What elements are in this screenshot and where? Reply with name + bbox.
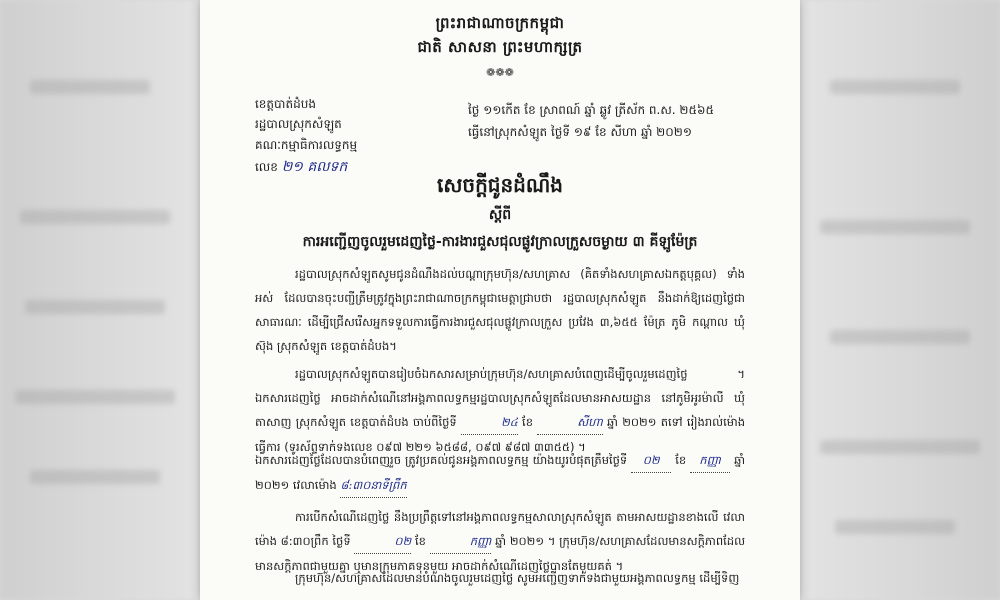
handwritten-day: ០២ (354, 529, 411, 554)
blurred-text (30, 470, 160, 484)
blurred-text (830, 80, 960, 94)
paragraph-5: ក្រុមហ៊ុន/សហគ្រាសដែលមានបំណងចូលរួមដេញថ្លៃ សូមអញ្ជើញទាក់ទងជាមួយអង្គភាពលទ្ធកម្ម ដើម្បីទិញ (295, 571, 740, 585)
paragraph-4-text: ការបើកសំណើដេញថ្លៃ នឹងប្រព្រឹត្តទៅនៅអង្គភាពលទ្ធកម្មសាលាស្រុកសំឡូត តាមអាសយដ្ឋានខាងលើ វេលាម៉ោង ៨:៣០ព្រឹក ថ្ងៃទី (255, 510, 745, 548)
blurred-text (820, 220, 970, 234)
blurred-text (830, 330, 970, 344)
month-label: ខែ (415, 534, 426, 548)
blurred-text (835, 520, 955, 534)
blurred-text (820, 440, 980, 454)
paragraph-4-tail: ឆ្នាំ ២០២១ ។ ក្រុមហ៊ុន/សហគ្រាសដែលមានសក្តិភាពដែលមានសក្តិភាពជាមួយគ្នា ឬមានក្រុមភាគទុនមួយ អាចដាក់សំណើដេញថ្លៃបានតែមួយគត់ ។ (255, 534, 746, 573)
handwritten-time: ៨:៣០នាទីព្រឹក (340, 473, 406, 498)
month-label: ខែ (675, 453, 687, 467)
blurred-text (15, 390, 175, 404)
paragraph-2-tail: ឆ្នាំ ២០២១ តទៅ រៀងរាល់ម៉ោងធ្វើការ (ទូរស័ព្ទទាក់ទងលេខ ០៩៧ ២២១ ៦៥៨៨, ០៩៧ ៩៨៧ ៣៣៥៥) ។ (255, 415, 746, 454)
subject-label: ស្តីពី (488, 207, 512, 223)
paragraph-3-text: ឯកសារដេញថ្លៃដែលបានបំពេញរួច ត្រូវប្រគល់ជូនអង្គភាពលទ្ធកម្ម យ៉ាងយូរបំផុតត្រឹមថ្ងៃទី (255, 453, 628, 467)
blurred-text (20, 210, 170, 224)
paragraph-1: រដ្ឋបាលស្រុកសំឡូតសូមជូនដំណឹងដល់បណ្តាក្រុមហ៊ុន/សហគ្រាស (គិតទាំងសហគ្រាសឯកត្តបុគ្គល) ទាំងអស់ ដែលបានចុះបញ្ជីត្រឹមត្រូវក្នុងព្រះរាជាណាចក្រកម្ពុជាមេត្តាជ្រាបថា រដ្ឋបាលស្រុកសំឡូត នឹងដាក់ឱ្យដេញថ្លៃជាសាធារណៈ ដើម្បីជ្រើសរើសអ្នកទទួលការធ្វើការងារជួសជុលផ្លូវក្រាលក្រួស ប្រវែង ៣,៦៥៥ ម៉ែត្រ ភូមិ កណ្តាល ឃុំ ស៊ុង ស្រុកសំឡូត ខេត្តបាត់ដំបង។ (255, 267, 745, 353)
document-topic: ការអញ្ជើញចូលរួមដេញថ្លៃ-ការងារជួសជុលផ្លូវក្រាលក្រួសចម្ងាយ ៣ គីឡូម៉ែត្រ (302, 234, 698, 250)
blurred-text (30, 80, 150, 94)
paragraph-3-tail: ឆ្នាំ ២០២១ វេលាម៉ោង (255, 453, 746, 492)
document-page (200, 0, 800, 600)
document-title: សេចក្តីជូនដំណឹង (437, 173, 563, 197)
ornament-divider: ❁❁❁ (486, 66, 514, 79)
reference-handwritten: ២១ គលទក (281, 159, 348, 175)
handwritten-day: ២៤ (461, 410, 518, 435)
reference-label: លេខ (255, 160, 278, 174)
letterhead-district: រដ្ឋបាលស្រុកសំឡូត (255, 117, 342, 131)
handwritten-month: កញ្ញា (690, 448, 730, 473)
paragraph-2-text: រដ្ឋបាលស្រុកសំឡូតបានរៀបចំឯកសារសម្រាប់ក្រុមហ៊ុន/សហគ្រាសបំពេញដើម្បីចូលរួមដេញថ្លៃ ។ ឯកសារដេញថ្លៃ អាចដាក់សំណើនៅអង្គភាពលទ្ធកម្មរដ្ឋបាលស្រុកសំឡូតដែលមានអាសយដ្ឋាន នៅភូមិអូរម៉ាលី ឃុំ តាសាញ ស្រុកសំឡូត ខេត្តបាត់ដំបង ចាប់ពីថ្ងៃទី (255, 367, 745, 429)
letterhead-committee: គណៈកម្មាធិការលទ្ធកម្ម (255, 138, 358, 152)
month-label: ខែ (522, 415, 533, 429)
paragraph-2 (255, 362, 745, 459)
paragraph-3 (255, 448, 745, 498)
kingdom-heading: ព្រះរាជាណាចក្រកម្ពុជា (435, 14, 565, 32)
blurred-text (25, 300, 165, 314)
lunar-date: ថ្ងៃ ១១កើត ខែ ស្រាពណ៍ ឆ្នាំ ឆ្លូវ ត្រីស័ក ព.ស. ២៥៦៥ (468, 103, 714, 117)
motto-heading: ជាតិ សាសនា ព្រះមហាក្សត្រ (417, 38, 583, 56)
letterhead-province: ខេត្តបាត់ដំបង (255, 97, 316, 111)
handwritten-month: សីហា (537, 410, 603, 435)
handwritten-day: ០២ (631, 448, 671, 473)
handwritten-month: កញ្ញា (430, 529, 492, 554)
solar-date: ធ្វើនៅស្រុកសំឡូត ថ្ងៃទី ១៩ ខែ សីហា ឆ្នាំ ២០២១ (468, 125, 692, 139)
